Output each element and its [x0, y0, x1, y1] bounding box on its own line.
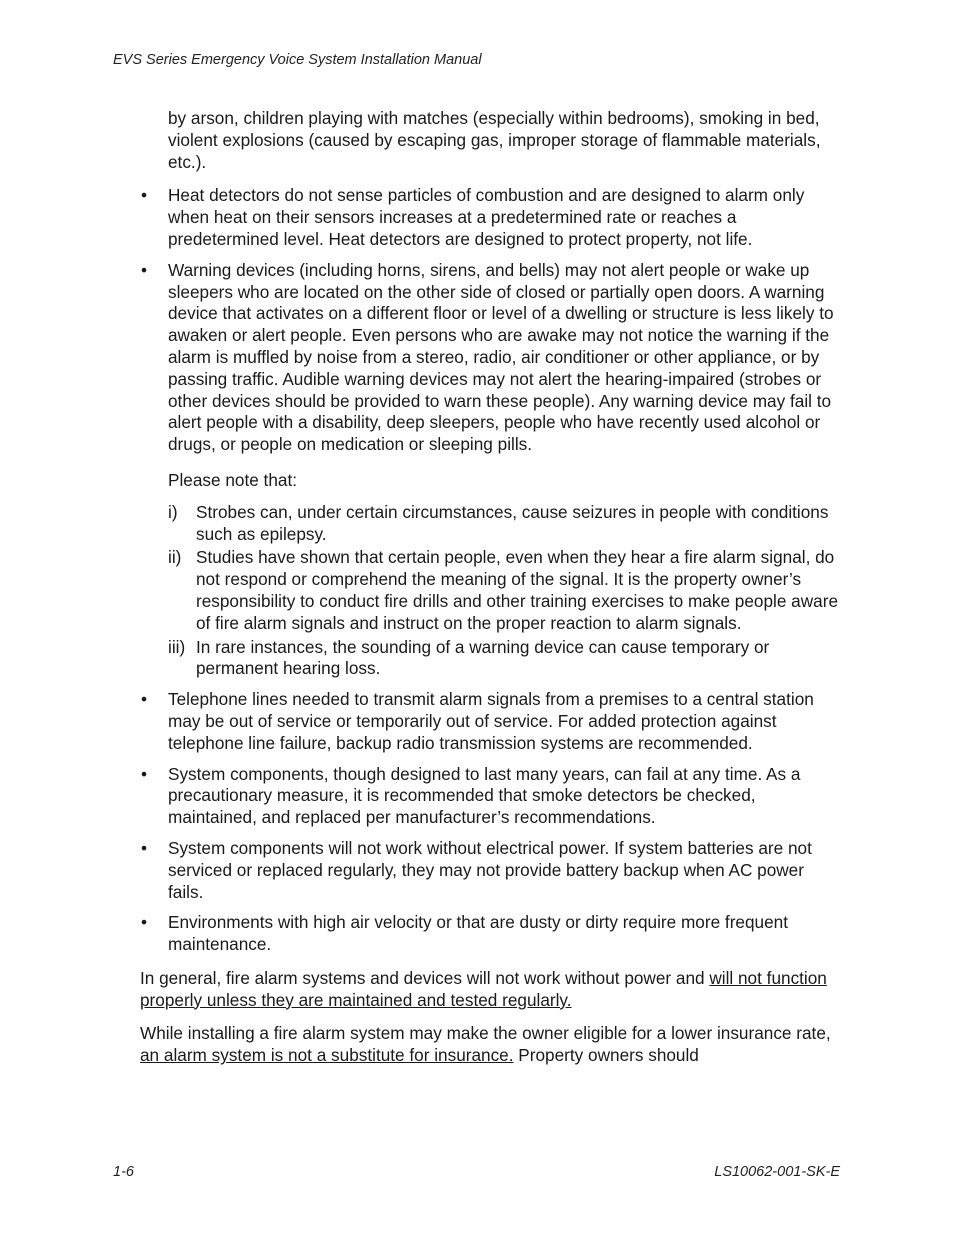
bullet-item: [141, 837, 840, 903]
bullet-marker: •: [141, 259, 148, 280]
note-item: [168, 547, 842, 634]
note-intro: Please note that:: [168, 469, 297, 490]
bullet-text: Warning devices (including horns, sirens, and bells) may not alert people or wake up sleepers who are located on the other side of closed or partially open doors. A warning device that activates on a different floor or level of a dwelling or structure is less likely to awaken or alert people. Even persons who are awake may not notice the warning if the alarm is muffled by noise from a stereo, radio, air conditioner or other appliance, or by passing traffic. Audible warning devices may not alert the hearing-impaired (strobes or other devices should be provided to warn these people). Any warning device may fail to alert people with a disability, deep sleepers, people who have recently used alcohol or drugs, or people on medication or sleeping pills.: [168, 259, 834, 455]
note-text: Studies have shown that certain people, even when they hear a fire alarm signal, do not respond or comprehend the meaning of the signal. It is the property owner’s responsibility to conduct fire drills and other training exercises to make people aware of fire alarm signals and instruct on the proper reaction to alarm signals.: [196, 547, 838, 633]
note-text: Strobes can, under certain circumstances, cause seizures in people with conditions such as epilepsy.: [196, 501, 829, 544]
general-paragraph: [140, 968, 840, 1012]
continuation-paragraph: by arson, children playing with matches (especially within bedrooms), smoking in bed, violent explosions (caused by escaping gas, improper storage of flammable materials, etc.).: [168, 108, 821, 172]
bullet-marker: •: [141, 763, 148, 784]
bullet-text: Heat detectors do not sense particles of combustion and are designed to alarm only when heat on their sensors increases at a predetermined rate or reaches a predetermined level. Heat detectors are designed to protect property, not life.: [168, 185, 805, 249]
insurance-text: While installing a fire alarm system may make the owner eligible for a lower insurance rate,: [140, 1023, 831, 1044]
bullet-marker: •: [141, 689, 148, 710]
bullet-item: [141, 259, 840, 456]
bullet-item: [141, 185, 840, 250]
bullet-item: [141, 689, 840, 754]
bullet-item: [141, 912, 840, 956]
note-item: [168, 501, 842, 546]
note-number: iii): [168, 636, 186, 657]
general-text: In general, fire alarm systems and devices will not work without power and: [140, 967, 710, 988]
bullet-text: System components will not work without electrical power. If system batteries are not serviced or replaced regularly, they may not provide battery backup when AC power fails.: [168, 837, 812, 902]
bullet-text: Environments with high air velocity or that are dusty or dirty require more frequent maintenance.: [168, 912, 788, 955]
document-id: LS10062-001-SK-E: [714, 1164, 840, 1180]
bullet-marker: •: [141, 912, 148, 933]
running-header: EVS Series Emergency Voice System Installation Manual: [113, 52, 482, 68]
note-text: In rare instances, the sounding of a warning device can cause temporary or permanent hearing loss.: [196, 636, 770, 679]
page-body: [0, 108, 954, 1067]
insurance-underlined-text: an alarm system is not a substitute for insurance.: [140, 1045, 514, 1066]
note-item: [168, 636, 842, 681]
note-number: ii): [168, 547, 182, 568]
bullet-marker: •: [141, 837, 148, 858]
bullet-marker: •: [141, 185, 148, 206]
page-number: 1-6: [113, 1164, 134, 1180]
bullet-text: Telephone lines needed to transmit alarm signals from a premises to a central station may be out of service or temporarily out of service. For added protection against telephone line failure, backup radio transmission systems are recommended.: [168, 689, 814, 753]
insurance-text-end: Property owners should: [513, 1045, 699, 1066]
general-underlined-text: will not function properly unless they are maintained and tested regularly.: [140, 967, 827, 1010]
bullet-item: [141, 763, 840, 829]
insurance-paragraph: [140, 1023, 840, 1067]
bullet-text: System components, though designed to last many years, can fail at any time. As a precautionary measure, it is recommended that smoke detectors be checked, maintained, and replaced per manufacturer’s recommendations.: [168, 763, 801, 828]
note-number: i): [168, 501, 178, 522]
